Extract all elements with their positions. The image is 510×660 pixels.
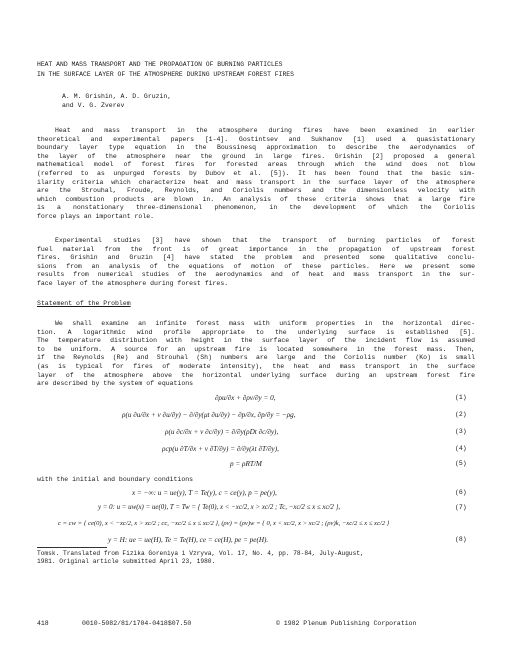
text-line: the layer of the atmosphere near the ground in large fires. Grishin [2] proposed a general: [37, 152, 475, 160]
copyright: © 1982 Plenum Publishing Corporation: [276, 620, 417, 627]
text-line: which combustion products are blown in. An analysis of these criteria shows that a large fire: [37, 195, 475, 203]
section-heading: Statement of the Problem: [37, 300, 131, 307]
text-line: boundary layer type equation in the Boussinesq approximation to describe the aerodynamics of: [37, 144, 475, 152]
text-line: The temperature distribution with height in the surface layer of the incident flow is assumed: [37, 337, 475, 345]
text-line: (referred to as unpurged forests by Dubov et al. [5]). It has been found that the basic sim-: [37, 169, 475, 177]
equation-1: ∂ρu/∂x + ∂ρv/∂y = 0,: [215, 394, 276, 402]
page-number: 418: [37, 620, 49, 627]
equation-number: (4): [455, 445, 467, 452]
equation-2: ρ(u ∂u/∂x + v ∂u/∂y) − ∂/∂y(μt ∂u/∂y) − ∂p/∂x, ∂p/∂y = −ρg,: [122, 411, 296, 419]
text-line: fires. Grishin and Gruzin [4] have stated the problem and presented some qualitative conclu-: [37, 254, 475, 262]
problem-paragraph: [37, 320, 475, 389]
text-line: tion. A logarithmic wind profile appropriate to the underlying surface is established [5].: [37, 328, 475, 336]
author-line: A. M. Grishin, A. D. Gruzin,: [62, 93, 172, 100]
text-line: We shall examine an infinite forest mass with uniform properties in the horizontal direc-: [55, 320, 475, 327]
equation-number: (5): [455, 460, 467, 467]
text-line: to be uniform. A source for an upstream fire is located somewhere in the forest mass. Then,: [37, 345, 475, 353]
footnote-line: 1981. Original article submitted April 23, 1980.: [37, 558, 216, 566]
author-line: and V. G. Zverev: [62, 102, 125, 109]
equation-number: (3): [455, 428, 467, 435]
text-line: are the Strouhal, Froude, Reynolds, and Coriolis numbers and the dimensionless velocity with: [37, 187, 475, 195]
text-line: are described by the system of equations: [37, 380, 194, 388]
text-line: results from numerical studies of the aerodynamics and of heat and mass transport in the sur-: [37, 271, 475, 279]
equation-3: ρ(u ∂c/∂x + v ∂c/∂y) = ∂/∂y(ρDt ∂c/∂y),: [165, 428, 279, 436]
text-line: if the Reynolds (Re) and Strouhal (Sh) numbers are large and the Coriolis number (Ko) is small: [37, 354, 475, 362]
footnote: [37, 550, 477, 567]
footnote-line: Tomsk. Translated from Fizika Goreniya i Vzryva, Vol. 17, No. 4, pp. 78-84, July-August,: [37, 550, 364, 557]
condition-8: y = H: ue = ue(H), Te = Te(H), ce = ce(H), pe = pe(H).: [108, 536, 269, 544]
equation-4: ρcp(u ∂T/∂x + v ∂T/∂y) = ∂/∂y(λt ∂T/∂y),: [162, 445, 279, 453]
author-list: [62, 92, 262, 110]
text-line: mathematical model of forest fires for forested areas through which the wind does not blow: [37, 161, 475, 169]
equation-number: (7): [455, 504, 467, 511]
footnote-divider: [37, 547, 107, 548]
title-line: IN THE SURFACE LAYER OF THE ATMOSPHERE DURING UPSTREAM FOREST FIRES: [37, 71, 294, 78]
conditions-intro: with the initial and boundary conditions: [37, 476, 194, 483]
equation-5: p = ρRT/M: [230, 460, 262, 468]
text-line: is a nonstationary three-dimensional phenomenon, in the development of which the Coriolis: [37, 204, 475, 212]
text-line: sions from an analysis of the equations of motion of these particles. Here we present some: [37, 262, 475, 270]
text-line: Heat and mass transport in the atmosphere during fires have been examined in earlier: [55, 127, 475, 134]
intro-paragraph: [37, 127, 475, 222]
experimental-paragraph: [37, 237, 475, 289]
text-line: force plays an important role.: [37, 212, 155, 220]
condition-7-continued: c = cw = { ce(0), x < −xc/2, x > xc/2 ; cc, −xc/2 ≤ x ≤ xc/2 }, (ρv) = (ρv)w = { 0, x < xc/2, x > xc/2 ; (ρv)k, −xc/2 ≤ x ≤ xc/2 }: [58, 520, 390, 527]
equation-number: (8): [455, 536, 467, 543]
text-line: ilarity criteria which characterize heat and mass transport in the surface layer of the atmosphere: [37, 178, 475, 186]
text-line: theoretical and experimental papers [1-4]. Gostintsev and Sukhanov [1] used a quasistationary: [37, 135, 475, 143]
text-line: fuel material from the front is of great importance in the propagation of upstream forest: [37, 245, 475, 253]
condition-6: x = −∞: u = ue(y), T = Te(y), c = ce(y), p = pe(y),: [132, 489, 277, 497]
article-title: [37, 60, 477, 80]
title-line: HEAT AND MASS TRANSPORT AND THE PROPAGATION OF BURNING PARTICLES: [37, 61, 283, 68]
text-line: layer of the atmosphere above the horizontal underlying surface during an upstream forest fire: [37, 371, 475, 379]
article-code: 0010-5082/81/1704-0418$07.50: [82, 620, 192, 627]
equation-number: (6): [455, 489, 467, 496]
text-line: Experimental studies [3] have shown that the transport of burning particles of forest: [55, 237, 475, 244]
equation-number: (1): [455, 394, 467, 401]
condition-7: y = 0: u = uw(x) = ue(0), T = Tw = { Te(0), x < −xc/2, x > xc/2 ; Tc, −xc/2 ≤ x ≤ xc/2 },: [98, 504, 341, 511]
text-line: face layer of the atmosphere during forest fires.: [37, 279, 229, 287]
text-line: (as is typical for fires of moderate intensity), the heat and mass transport in the surface: [37, 362, 475, 370]
equation-number: (2): [455, 411, 467, 418]
